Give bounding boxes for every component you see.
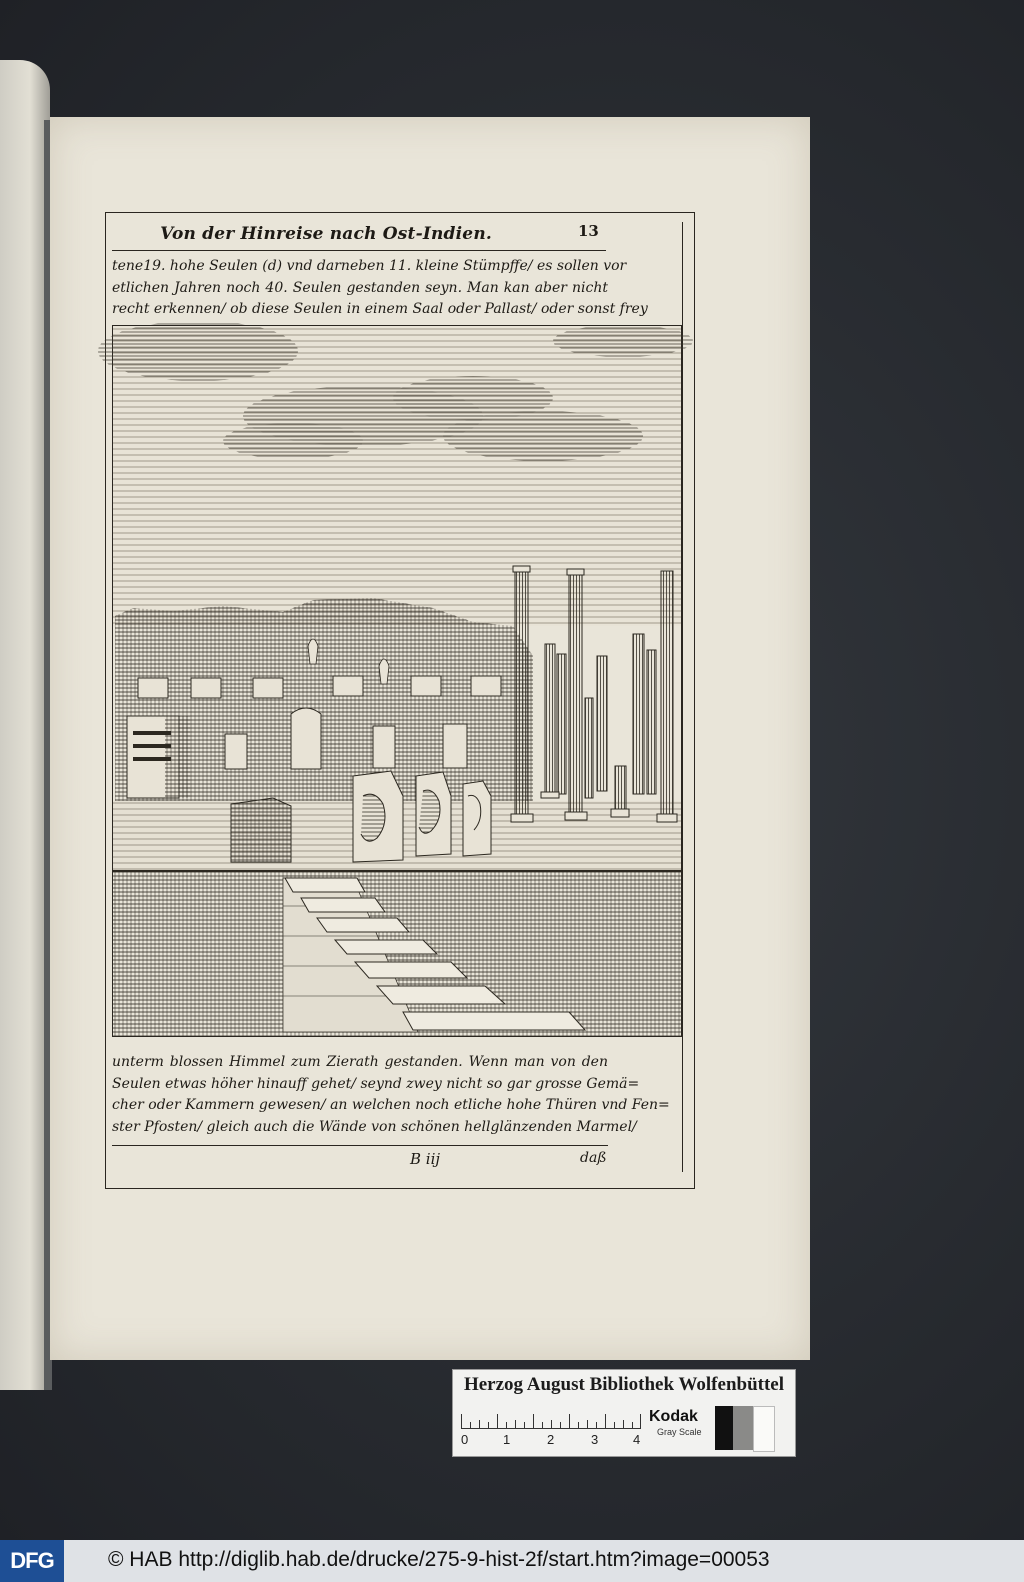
grayscale-label: Gray Scale bbox=[657, 1427, 702, 1437]
color-calibration-card bbox=[452, 1369, 796, 1457]
ruler-label: 3 bbox=[591, 1432, 599, 1447]
top-text-block bbox=[112, 256, 648, 321]
frame-rule bbox=[682, 222, 683, 1172]
kodak-label: Kodak bbox=[649, 1408, 698, 1425]
text-line: recht erkennen/ ob diese Seulen in einem Saal oder Pallast/ oder sonst frey bbox=[112, 301, 648, 317]
bottom-text-block bbox=[112, 1052, 670, 1138]
text-line: etlichen Jahren noch 40. Seulen gestanden seyn. Man kan aber nicht bbox=[112, 279, 608, 296]
source-credit: © HAB http://diglib.hab.de/drucke/275-9-hist-2f/start.htm?image=00053 bbox=[108, 1548, 770, 1571]
black-swatch bbox=[715, 1406, 733, 1450]
white-swatch bbox=[753, 1406, 775, 1452]
text-line: unterm blossen Himmel zum Zierath gestanden. Wenn man von den bbox=[112, 1054, 608, 1070]
gray-swatch bbox=[733, 1406, 753, 1450]
text-line: tene19. hohe Seulen (d) vnd darneben 11. kleine Stümpffe/ es sollen vor bbox=[112, 258, 627, 274]
page-number: 13 bbox=[578, 222, 599, 240]
ruler bbox=[461, 1408, 641, 1429]
text-line: ster Pfosten/ gleich auch die Wände von schönen hellglänzenden Marmel/ bbox=[112, 1118, 637, 1135]
library-name: Herzog August Bibliothek Wolfenbüttel bbox=[463, 1374, 785, 1395]
signature-mark: B iij bbox=[410, 1150, 441, 1168]
header-rule bbox=[112, 250, 606, 251]
footer-bar bbox=[0, 1540, 1024, 1582]
footer-rule bbox=[112, 1145, 608, 1146]
text-line: cher oder Kammern gewesen/ an welchen noch etliche hohe Thüren vnd Fen= bbox=[112, 1097, 670, 1113]
running-head: Von der Hinreise nach Ost-Indien. bbox=[160, 224, 492, 244]
ruler-label: 0 bbox=[461, 1432, 469, 1447]
ruler-label: 2 bbox=[547, 1432, 555, 1447]
ruins-engraving bbox=[112, 325, 682, 1037]
ruler-label: 4 bbox=[633, 1432, 641, 1447]
text-line: Seulen etwas höher hinauff gehet/ seynd zwey nicht so gar grosse Gemä= bbox=[112, 1075, 640, 1092]
facing-page-edge bbox=[0, 60, 50, 1390]
ruler-label: 1 bbox=[503, 1432, 511, 1447]
dfg-logo: DFG bbox=[0, 1540, 64, 1582]
catchword: daß bbox=[580, 1150, 607, 1166]
ruined-wall bbox=[115, 598, 533, 801]
